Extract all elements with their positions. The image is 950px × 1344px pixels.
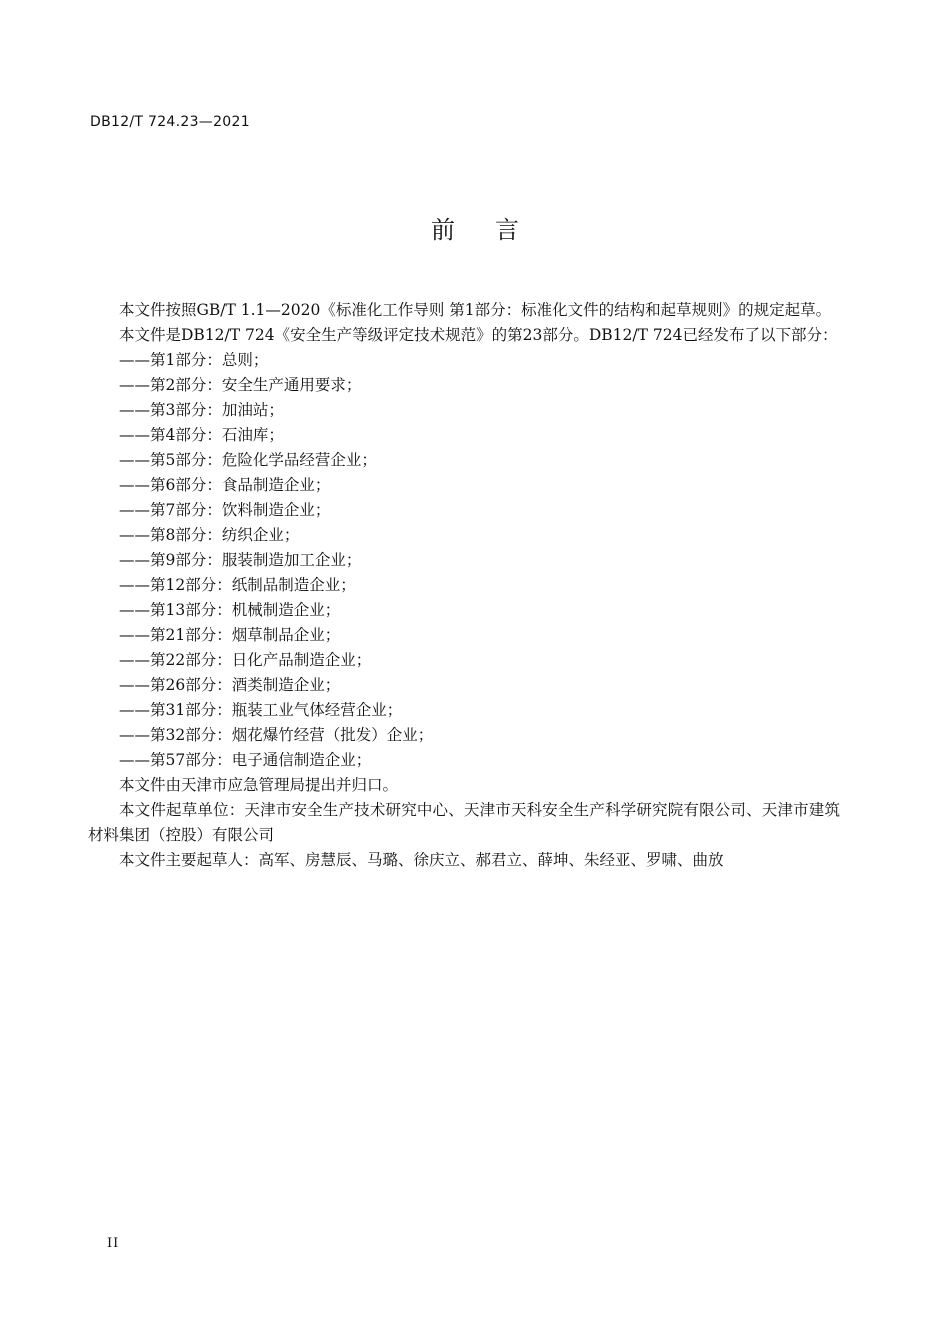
list-item: ——第26部分：酒类制造企业； — [119, 676, 341, 694]
list-item: ——第4部分：石油库； — [119, 426, 284, 444]
paragraph-series-intro: 本文件是DB12/T 724《安全生产等级评定技术规范》的第23部分。DB12/T 724已经发布了以下部分： — [119, 326, 838, 344]
list-item: ——第7部分：饮料制造企业； — [119, 501, 331, 519]
paragraph-drafting-rules: 本文件按照GB/T 1.1—2020《标准化工作导则 第1部分：标准化文件的结构和起草规则》的规定起草。 — [119, 301, 832, 319]
document-id: DB12/T 724.23—2021 — [90, 114, 250, 130]
paragraph-drafting-units: 本文件起草单位：天津市安全生产技术研究中心、天津市天科安全生产科学研究院有限公司、天津市建筑材料集团（控股）有限公司 — [88, 801, 840, 844]
list-item: ——第3部分：加油站； — [119, 401, 284, 419]
list-item: ——第9部分：服装制造加工企业； — [119, 551, 362, 569]
paragraph-drafters: 本文件主要起草人：高军、房慧辰、马璐、徐庆立、郝君立、薛坤、朱经亚、罗啸、曲放 — [119, 851, 724, 869]
list-item: ——第2部分：安全生产通用要求； — [119, 376, 362, 394]
list-item: ——第22部分：日化产品制造企业； — [119, 651, 372, 669]
list-item: ——第5部分：危险化学品经营企业； — [119, 451, 377, 469]
page-title: 前言 — [431, 216, 559, 244]
page-number: II — [107, 1236, 120, 1251]
published-parts-list — [88, 348, 840, 773]
list-item: ——第57部分：电子通信制造企业； — [119, 751, 372, 769]
list-item: ——第21部分：烟草制品企业； — [119, 626, 341, 644]
list-item: ——第12部分：纸制品制造企业； — [119, 576, 356, 594]
list-item: ——第13部分：机械制造企业； — [119, 601, 341, 619]
list-item: ——第1部分：总则； — [119, 351, 269, 369]
list-item: ——第32部分：烟花爆竹经营（批发）企业； — [119, 726, 434, 744]
list-item: ——第31部分：瓶装工业气体经营企业； — [119, 701, 403, 719]
paragraph-proposer: 本文件由天津市应急管理局提出并归口。 — [119, 776, 399, 794]
foreword-body — [88, 298, 840, 873]
list-item: ——第8部分：纺织企业； — [119, 526, 300, 544]
list-item: ——第6部分：食品制造企业； — [119, 476, 331, 494]
